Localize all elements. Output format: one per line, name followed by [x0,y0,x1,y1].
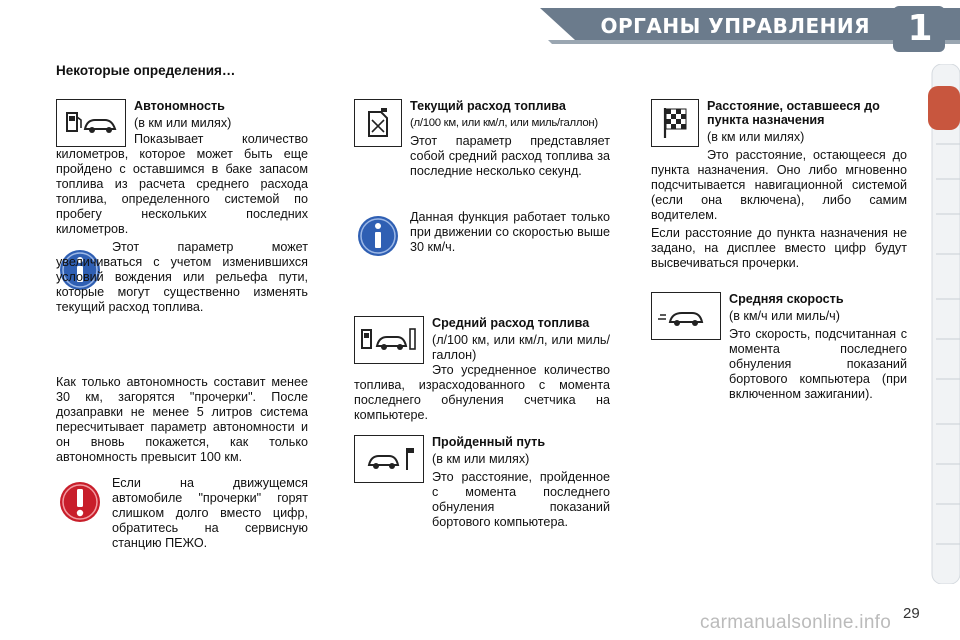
autonomy-unit: (в км или милях) [134,116,232,130]
average-text: Это усредненное количество топлива, израсходованного с момента последнего обнуления счетчика на компьютере. [354,363,610,422]
remaining-text-2: Если расстояние до пункта назначения не задано, на дисплее вместо цифр будут высвечиваться прочерки. [651,226,907,270]
info1-text: Этот параметр может увеличиваться с учетом изменившихся условий вождения или рельефа пути, которые могут существенно изменять текущий расход топлива. [56,240,308,314]
fuel-pump-car-gauge-icon [354,316,424,364]
autonomy-text: Показывает количество километров, которое может быть еще пройдено с оставшимся в баке запасом топлива из расчета среднего расхода топлива, определенного системой по пробегу нескольких последних километров. [56,132,308,236]
chapter-title: ОРГАНЫ УПРАВЛЕНИЯ [600,14,870,38]
speed-unit: (в км/ч или миль/ч) [729,309,840,323]
page-number: 29 [903,605,920,622]
warning-icon [58,480,102,524]
distance-title: Пройденный путь [432,435,546,449]
checkered-flag-icon [651,99,699,147]
car-speed-icon [651,292,721,340]
distance-unit: (в км или милях) [432,452,530,466]
autonomy-title: Автономность [134,99,225,113]
section-title: Некоторые определения… [56,63,236,78]
chapter-number: 1 [907,8,933,49]
speed-title: Средняя скорость [729,292,844,306]
distance-text: Это расстояние, пройденное с момента последнего обнуления показаний бортового компьютера. [432,470,610,529]
warn1-text: Если на движущемся автомобиле "прочерки" горят слишком долго вместо цифр, обратитесь на сервисную станцию ПЕЖО. [112,476,308,550]
remaining-title: Расстояние, оставшееся до пункта назначения [707,99,880,127]
chapter-tabs[interactable] [926,64,960,584]
remaining-text-1: Это расстояние, остающееся до пункта назначения. Оно либо мгновенно подсчитывается навигационной системой (если она включена), либо самим водителем. [651,148,907,222]
low-range-text: Как только автономность составит менее 30 км, загорятся "прочерки". После дозаправки не менее 5 литров система пересчитывает параметр автономности и он вновь покажется, как только автономность превысит 100 км. [56,375,308,464]
info2-text: Данная функция работает только при движении со скоростью выше 30 км/ч. [410,210,610,254]
fuel-can-icon [354,99,402,147]
info-icon [356,214,400,258]
average-title: Средний расход топлива [432,316,590,330]
average-unit: (л/100 км, или км/л, или миль/галлон) [432,333,610,362]
watermark: carmanualsonline.info [700,612,892,633]
remaining-unit: (в км или милях) [707,130,805,144]
current-unit: (л/100 км, или км/л, или миль/галлон) [410,117,598,129]
current-title: Текущий расход топлива [410,99,566,113]
speed-text: Это скорость, подсчитанная с момента последнего обнуления показаний бортового компьютера (при включенном зажигании). [729,327,907,401]
car-flag-icon [354,435,424,483]
current-text: Этот параметр представляет собой средний расход топлива за последние несколько секунд. [410,134,610,178]
